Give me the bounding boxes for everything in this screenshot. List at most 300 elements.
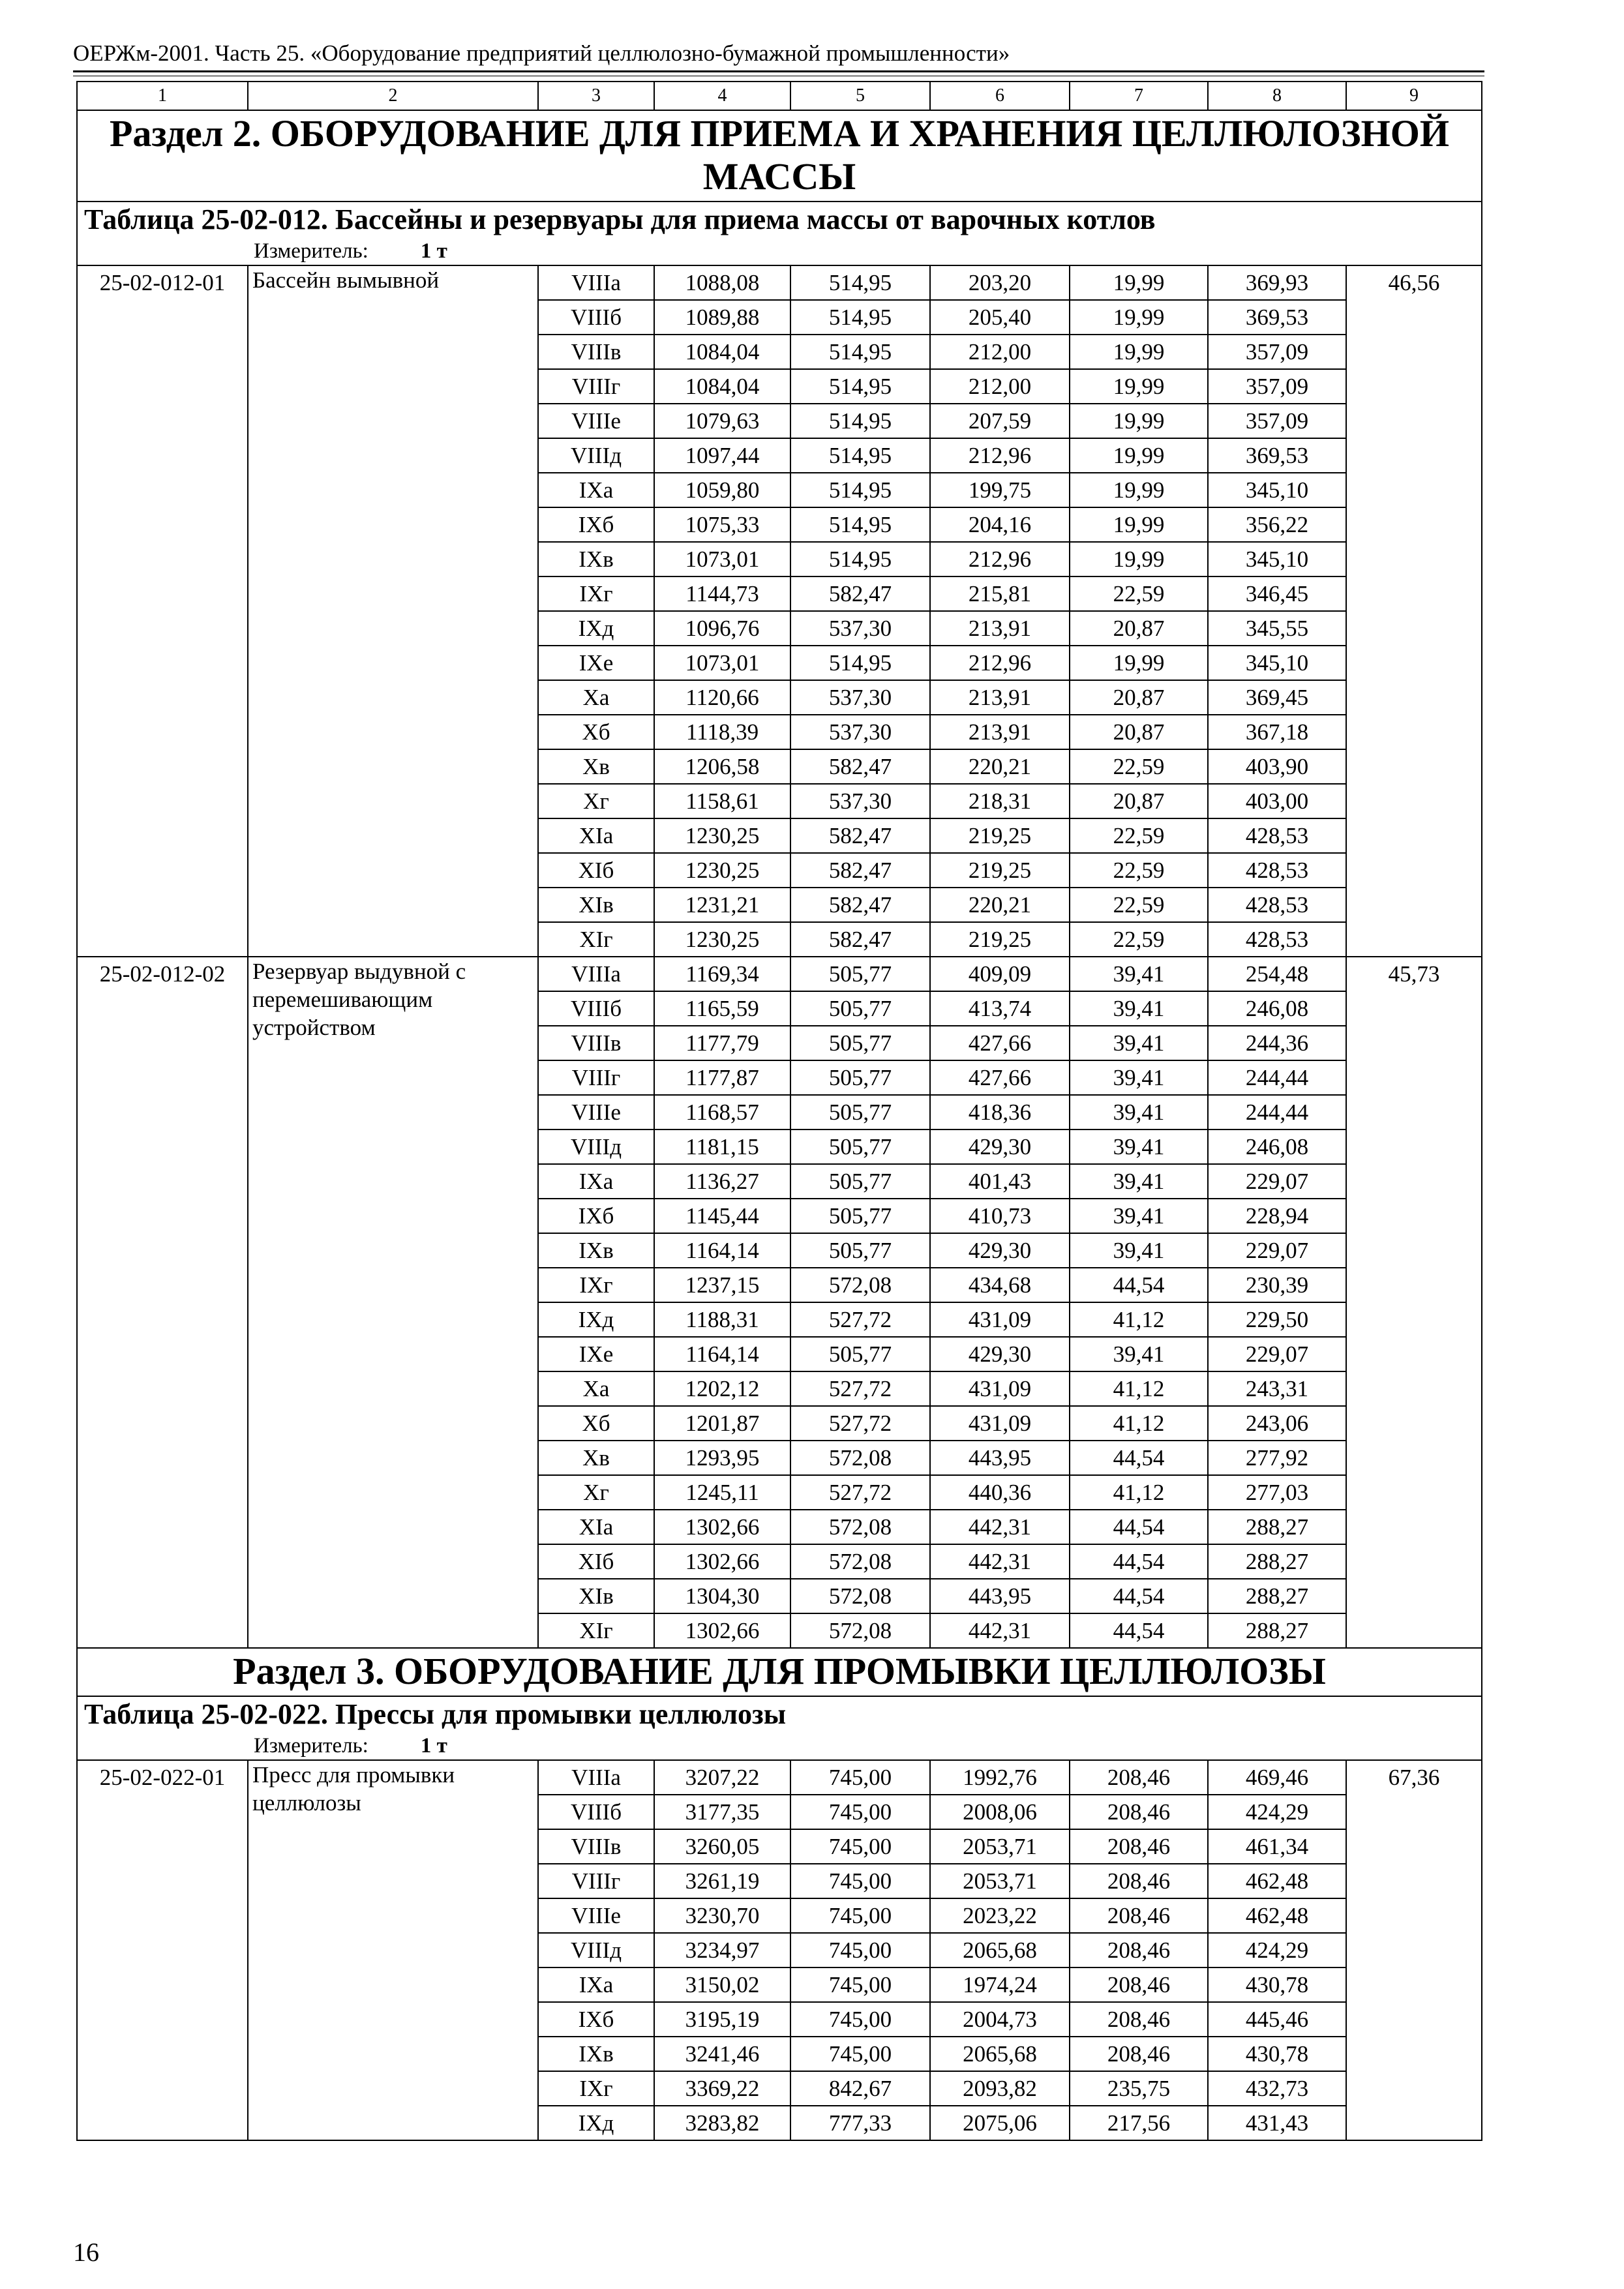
column-number: 6 xyxy=(930,82,1070,110)
value-cell: 1168,57 xyxy=(654,1095,790,1130)
value-cell: 505,77 xyxy=(790,1199,930,1233)
value-cell: 229,07 xyxy=(1208,1337,1346,1371)
value-cell: 215,81 xyxy=(930,576,1070,611)
column-number: 1 xyxy=(77,82,248,110)
value-cell: 41,12 xyxy=(1070,1475,1208,1510)
value-cell: 505,77 xyxy=(790,991,930,1026)
value-cell: 22,59 xyxy=(1070,818,1208,853)
value-cell: 3177,35 xyxy=(654,1795,790,1829)
value-cell: 537,30 xyxy=(790,611,930,646)
value-cell: 1974,24 xyxy=(930,1967,1070,2002)
value-cell: 3234,97 xyxy=(654,1933,790,1967)
value-cell: 572,08 xyxy=(790,1510,930,1544)
value-cell: 505,77 xyxy=(790,1026,930,1060)
value-cell: 208,46 xyxy=(1070,1829,1208,1864)
value-cell: 44,54 xyxy=(1070,1544,1208,1579)
value-cell: 442,31 xyxy=(930,1544,1070,1579)
region-cell: VIIIа xyxy=(538,265,654,300)
value-cell: 403,90 xyxy=(1208,749,1346,784)
value-cell: 356,22 xyxy=(1208,507,1346,542)
value-cell: 3260,05 xyxy=(654,1829,790,1864)
value-cell: 537,30 xyxy=(790,784,930,818)
value-cell: 205,40 xyxy=(930,300,1070,335)
value-cell: 1293,95 xyxy=(654,1441,790,1475)
value-cell: 203,20 xyxy=(930,265,1070,300)
value-cell: 537,30 xyxy=(790,715,930,749)
value-cell: 582,47 xyxy=(790,853,930,888)
region-cell: IXг xyxy=(538,576,654,611)
region-cell: VIIIб xyxy=(538,300,654,335)
column-numbers-row xyxy=(77,82,1482,110)
value-cell: 745,00 xyxy=(790,1898,930,1933)
value-cell: 39,41 xyxy=(1070,1130,1208,1164)
value-cell: 442,31 xyxy=(930,1510,1070,1544)
table-row xyxy=(77,957,1482,991)
value-cell: 1230,25 xyxy=(654,922,790,957)
table-title: Таблица 25-02-012. Бассейны и резервуары для приема массы от варочных котлов xyxy=(77,202,1482,237)
region-cell: Хг xyxy=(538,784,654,818)
column-number: 2 xyxy=(248,82,538,110)
value-cell: 288,27 xyxy=(1208,1544,1346,1579)
value-cell: 207,59 xyxy=(930,404,1070,438)
item-col9: 46,56 xyxy=(1346,265,1482,957)
value-cell: 243,06 xyxy=(1208,1406,1346,1441)
section-3-title: Раздел 3. ОБОРУДОВАНИЕ ДЛЯ ПРОМЫВКИ ЦЕЛЛЮЛОЗЫ xyxy=(77,1648,1482,1696)
value-cell: 39,41 xyxy=(1070,1026,1208,1060)
region-cell: XIб xyxy=(538,853,654,888)
value-cell: 1169,34 xyxy=(654,957,790,991)
value-cell: 1073,01 xyxy=(654,542,790,576)
value-cell: 2023,22 xyxy=(930,1898,1070,1933)
value-cell: 345,55 xyxy=(1208,611,1346,646)
value-cell: 745,00 xyxy=(790,1967,930,2002)
value-cell: 2004,73 xyxy=(930,2002,1070,2037)
value-cell: 1181,15 xyxy=(654,1130,790,1164)
value-cell: 428,53 xyxy=(1208,922,1346,957)
region-cell: IXа xyxy=(538,1967,654,2002)
value-cell: 41,12 xyxy=(1070,1406,1208,1441)
value-cell: 572,08 xyxy=(790,1613,930,1648)
value-cell: 230,39 xyxy=(1208,1268,1346,1302)
value-cell: 1302,66 xyxy=(654,1510,790,1544)
value-cell: 1188,31 xyxy=(654,1302,790,1337)
value-cell: 462,48 xyxy=(1208,1898,1346,1933)
value-cell: 432,73 xyxy=(1208,2071,1346,2106)
value-cell: 428,53 xyxy=(1208,818,1346,853)
column-number: 3 xyxy=(538,82,654,110)
region-cell: IXб xyxy=(538,1199,654,1233)
value-cell: 288,27 xyxy=(1208,1613,1346,1648)
value-cell: 208,46 xyxy=(1070,1760,1208,1795)
value-cell: 229,07 xyxy=(1208,1164,1346,1199)
value-cell: 582,47 xyxy=(790,922,930,957)
value-cell: 22,59 xyxy=(1070,576,1208,611)
value-cell: 3150,02 xyxy=(654,1967,790,2002)
region-cell: VIIIв xyxy=(538,335,654,369)
value-cell: 582,47 xyxy=(790,818,930,853)
value-cell: 1084,04 xyxy=(654,335,790,369)
header-rule xyxy=(73,70,1484,72)
value-cell: 1144,73 xyxy=(654,576,790,611)
value-cell: 39,41 xyxy=(1070,991,1208,1026)
region-cell: VIIIе xyxy=(538,404,654,438)
value-cell: 39,41 xyxy=(1070,1164,1208,1199)
value-cell: 514,95 xyxy=(790,507,930,542)
measure-unit: 1 т xyxy=(420,1734,447,1758)
region-cell: Хб xyxy=(538,715,654,749)
value-cell: 219,25 xyxy=(930,853,1070,888)
value-cell: 39,41 xyxy=(1070,1060,1208,1095)
value-cell: 1096,76 xyxy=(654,611,790,646)
value-cell: 505,77 xyxy=(790,1164,930,1199)
value-cell: 745,00 xyxy=(790,1795,930,1829)
value-cell: 1230,25 xyxy=(654,853,790,888)
region-cell: IXе xyxy=(538,1337,654,1371)
value-cell: 20,87 xyxy=(1070,784,1208,818)
value-cell: 424,29 xyxy=(1208,1795,1346,1829)
value-cell: 357,09 xyxy=(1208,369,1346,404)
value-cell: 39,41 xyxy=(1070,1233,1208,1268)
item-col9: 67,36 xyxy=(1346,1760,1482,2140)
value-cell: 410,73 xyxy=(930,1199,1070,1233)
column-number: 9 xyxy=(1346,82,1482,110)
measure-cell xyxy=(77,237,1482,265)
region-cell: XIа xyxy=(538,818,654,853)
region-cell: VIIIб xyxy=(538,1795,654,1829)
region-cell: XIб xyxy=(538,1544,654,1579)
region-cell: VIIIг xyxy=(538,1060,654,1095)
value-cell: 745,00 xyxy=(790,2037,930,2071)
value-cell: 1177,87 xyxy=(654,1060,790,1095)
value-cell: 208,46 xyxy=(1070,2037,1208,2071)
value-cell: 19,99 xyxy=(1070,507,1208,542)
value-cell: 19,99 xyxy=(1070,542,1208,576)
region-cell: XIа xyxy=(538,1510,654,1544)
value-cell: 208,46 xyxy=(1070,1864,1208,1898)
region-cell: IXв xyxy=(538,542,654,576)
value-cell: 572,08 xyxy=(790,1441,930,1475)
section-3-table-title-row xyxy=(77,1696,1482,1732)
value-cell: 218,31 xyxy=(930,784,1070,818)
value-cell: 213,91 xyxy=(930,611,1070,646)
region-cell: VIIIа xyxy=(538,1760,654,1795)
region-cell: Хг xyxy=(538,1475,654,1510)
value-cell: 745,00 xyxy=(790,1829,930,1864)
value-cell: 1136,27 xyxy=(654,1164,790,1199)
region-cell: XIв xyxy=(538,1579,654,1613)
value-cell: 1165,59 xyxy=(654,991,790,1026)
region-cell: VIIIе xyxy=(538,1095,654,1130)
value-cell: 527,72 xyxy=(790,1406,930,1441)
item-name: Резервуар выдувной с перемешивающим устройством xyxy=(248,957,538,1648)
value-cell: 514,95 xyxy=(790,404,930,438)
value-cell: 514,95 xyxy=(790,335,930,369)
value-cell: 582,47 xyxy=(790,888,930,922)
column-number: 8 xyxy=(1208,82,1346,110)
value-cell: 401,43 xyxy=(930,1164,1070,1199)
item-name: Бассейн вымывной xyxy=(248,265,538,957)
measure-label: Измеритель: xyxy=(254,1734,368,1758)
region-cell: XIг xyxy=(538,922,654,957)
value-cell: 430,78 xyxy=(1208,1967,1346,2002)
value-cell: 212,00 xyxy=(930,335,1070,369)
value-cell: 3261,19 xyxy=(654,1864,790,1898)
value-cell: 431,09 xyxy=(930,1371,1070,1406)
region-cell: IXг xyxy=(538,2071,654,2106)
value-cell: 427,66 xyxy=(930,1060,1070,1095)
value-cell: 440,36 xyxy=(930,1475,1070,1510)
value-cell: 505,77 xyxy=(790,1233,930,1268)
region-cell: IXд xyxy=(538,1302,654,1337)
value-cell: 246,08 xyxy=(1208,1130,1346,1164)
column-number: 4 xyxy=(654,82,790,110)
value-cell: 22,59 xyxy=(1070,749,1208,784)
value-cell: 842,67 xyxy=(790,2071,930,2106)
value-cell: 19,99 xyxy=(1070,300,1208,335)
region-cell: IXб xyxy=(538,507,654,542)
value-cell: 277,92 xyxy=(1208,1441,1346,1475)
value-cell: 22,59 xyxy=(1070,888,1208,922)
value-cell: 288,27 xyxy=(1208,1510,1346,1544)
region-cell: VIIIг xyxy=(538,369,654,404)
value-cell: 1304,30 xyxy=(654,1579,790,1613)
value-cell: 2053,71 xyxy=(930,1864,1070,1898)
page-number: 16 xyxy=(73,2237,99,2267)
value-cell: 3369,22 xyxy=(654,2071,790,2106)
value-cell: 462,48 xyxy=(1208,1864,1346,1898)
value-cell: 2075,06 xyxy=(930,2106,1070,2140)
value-cell: 357,09 xyxy=(1208,404,1346,438)
value-cell: 39,41 xyxy=(1070,1199,1208,1233)
value-cell: 431,09 xyxy=(930,1302,1070,1337)
region-cell: Ха xyxy=(538,680,654,715)
region-cell: IXд xyxy=(538,611,654,646)
value-cell: 228,94 xyxy=(1208,1199,1346,1233)
value-cell: 288,27 xyxy=(1208,1579,1346,1613)
value-cell: 44,54 xyxy=(1070,1613,1208,1648)
value-cell: 514,95 xyxy=(790,473,930,507)
value-cell: 409,09 xyxy=(930,957,1070,991)
value-cell: 244,44 xyxy=(1208,1095,1346,1130)
region-cell: Хб xyxy=(538,1406,654,1441)
value-cell: 430,78 xyxy=(1208,2037,1346,2071)
value-cell: 777,33 xyxy=(790,2106,930,2140)
value-cell: 19,99 xyxy=(1070,265,1208,300)
value-cell: 19,99 xyxy=(1070,369,1208,404)
value-cell: 1302,66 xyxy=(654,1613,790,1648)
value-cell: 429,30 xyxy=(930,1233,1070,1268)
value-cell: 44,54 xyxy=(1070,1268,1208,1302)
value-cell: 443,95 xyxy=(930,1579,1070,1613)
value-cell: 527,72 xyxy=(790,1302,930,1337)
value-cell: 745,00 xyxy=(790,2002,930,2037)
region-cell: VIIIд xyxy=(538,1933,654,1967)
region-cell: IXв xyxy=(538,2037,654,2071)
value-cell: 1201,87 xyxy=(654,1406,790,1441)
value-cell: 745,00 xyxy=(790,1864,930,1898)
table-body xyxy=(77,82,1482,2140)
measure-row xyxy=(77,1732,1482,1760)
region-cell: IXа xyxy=(538,473,654,507)
value-cell: 22,59 xyxy=(1070,922,1208,957)
value-cell: 505,77 xyxy=(790,1337,930,1371)
region-cell: XIв xyxy=(538,888,654,922)
value-cell: 229,07 xyxy=(1208,1233,1346,1268)
value-cell: 346,45 xyxy=(1208,576,1346,611)
value-cell: 2008,06 xyxy=(930,1795,1070,1829)
value-cell: 212,96 xyxy=(930,438,1070,473)
value-cell: 244,44 xyxy=(1208,1060,1346,1095)
value-cell: 434,68 xyxy=(930,1268,1070,1302)
value-cell: 505,77 xyxy=(790,1095,930,1130)
item-code: 25-02-022-01 xyxy=(77,1760,248,2140)
region-cell: Хв xyxy=(538,749,654,784)
value-cell: 229,50 xyxy=(1208,1302,1346,1337)
value-cell: 469,46 xyxy=(1208,1760,1346,1795)
value-cell: 19,99 xyxy=(1070,646,1208,680)
page-header: ОЕРЖм-2001. Часть 25. «Оборудование предприятий целлюлозно-бумажной промышленности» xyxy=(73,40,1010,66)
region-cell: IXб xyxy=(538,2002,654,2037)
item-col9: 45,73 xyxy=(1346,957,1482,1648)
value-cell: 1120,66 xyxy=(654,680,790,715)
value-cell: 1164,14 xyxy=(654,1233,790,1268)
value-cell: 514,95 xyxy=(790,369,930,404)
value-cell: 2093,82 xyxy=(930,2071,1070,2106)
region-cell: IXе xyxy=(538,646,654,680)
value-cell: 572,08 xyxy=(790,1544,930,1579)
rates-table xyxy=(76,81,1482,2141)
value-cell: 44,54 xyxy=(1070,1510,1208,1544)
value-cell: 1237,15 xyxy=(654,1268,790,1302)
value-cell: 1118,39 xyxy=(654,715,790,749)
value-cell: 505,77 xyxy=(790,957,930,991)
region-cell: IXд xyxy=(538,2106,654,2140)
value-cell: 199,75 xyxy=(930,473,1070,507)
value-cell: 505,77 xyxy=(790,1060,930,1095)
value-cell: 745,00 xyxy=(790,1760,930,1795)
value-cell: 572,08 xyxy=(790,1268,930,1302)
value-cell: 514,95 xyxy=(790,300,930,335)
section-3-title-row xyxy=(77,1648,1482,1696)
column-number: 5 xyxy=(790,82,930,110)
value-cell: 514,95 xyxy=(790,542,930,576)
value-cell: 217,56 xyxy=(1070,2106,1208,2140)
region-cell: IXа xyxy=(538,1164,654,1199)
value-cell: 424,29 xyxy=(1208,1933,1346,1967)
value-cell: 537,30 xyxy=(790,680,930,715)
value-cell: 1231,21 xyxy=(654,888,790,922)
section-2-title: Раздел 2. ОБОРУДОВАНИЕ ДЛЯ ПРИЕМА И ХРАНЕНИЯ ЦЕЛЛЮЛОЗНОЙ МАССЫ xyxy=(77,110,1482,202)
measure-unit: 1 т xyxy=(420,239,447,263)
value-cell: 582,47 xyxy=(790,749,930,784)
value-cell: 244,36 xyxy=(1208,1026,1346,1060)
value-cell: 20,87 xyxy=(1070,680,1208,715)
value-cell: 345,10 xyxy=(1208,646,1346,680)
table-row xyxy=(77,265,1482,300)
value-cell: 431,43 xyxy=(1208,2106,1346,2140)
region-cell: VIIIд xyxy=(538,438,654,473)
value-cell: 572,08 xyxy=(790,1579,930,1613)
value-cell: 208,46 xyxy=(1070,1967,1208,2002)
value-cell: 369,45 xyxy=(1208,680,1346,715)
table-title: Таблица 25-02-022. Прессы для промывки целлюлозы xyxy=(77,1696,1482,1732)
value-cell: 418,36 xyxy=(930,1095,1070,1130)
value-cell: 514,95 xyxy=(790,265,930,300)
value-cell: 505,77 xyxy=(790,1130,930,1164)
value-cell: 1230,25 xyxy=(654,818,790,853)
value-cell: 3241,46 xyxy=(654,2037,790,2071)
value-cell: 428,53 xyxy=(1208,888,1346,922)
value-cell: 527,72 xyxy=(790,1371,930,1406)
value-cell: 208,46 xyxy=(1070,2002,1208,2037)
value-cell: 39,41 xyxy=(1070,1095,1208,1130)
value-cell: 429,30 xyxy=(930,1130,1070,1164)
value-cell: 44,54 xyxy=(1070,1441,1208,1475)
value-cell: 357,09 xyxy=(1208,335,1346,369)
section-2-table-title-row xyxy=(77,202,1482,237)
value-cell: 443,95 xyxy=(930,1441,1070,1475)
value-cell: 208,46 xyxy=(1070,1933,1208,1967)
value-cell: 243,31 xyxy=(1208,1371,1346,1406)
value-cell: 1088,08 xyxy=(654,265,790,300)
region-cell: VIIIд xyxy=(538,1130,654,1164)
value-cell: 745,00 xyxy=(790,1933,930,1967)
value-cell: 403,00 xyxy=(1208,784,1346,818)
value-cell: 1245,11 xyxy=(654,1475,790,1510)
value-cell: 369,53 xyxy=(1208,300,1346,335)
region-cell: IXв xyxy=(538,1233,654,1268)
measure-cell xyxy=(77,1732,1482,1760)
value-cell: 1992,76 xyxy=(930,1760,1070,1795)
value-cell: 212,96 xyxy=(930,542,1070,576)
value-cell: 41,12 xyxy=(1070,1371,1208,1406)
value-cell: 1158,61 xyxy=(654,784,790,818)
value-cell: 1145,44 xyxy=(654,1199,790,1233)
value-cell: 582,47 xyxy=(790,576,930,611)
value-cell: 212,96 xyxy=(930,646,1070,680)
value-cell: 220,21 xyxy=(930,888,1070,922)
value-cell: 219,25 xyxy=(930,818,1070,853)
value-cell: 413,74 xyxy=(930,991,1070,1026)
value-cell: 369,53 xyxy=(1208,438,1346,473)
value-cell: 367,18 xyxy=(1208,715,1346,749)
value-cell: 213,91 xyxy=(930,715,1070,749)
measure-label: Измеритель: xyxy=(254,239,368,263)
value-cell: 345,10 xyxy=(1208,473,1346,507)
value-cell: 427,66 xyxy=(930,1026,1070,1060)
value-cell: 235,75 xyxy=(1070,2071,1208,2106)
value-cell: 429,30 xyxy=(930,1337,1070,1371)
value-cell: 204,16 xyxy=(930,507,1070,542)
value-cell: 277,03 xyxy=(1208,1475,1346,1510)
region-cell: IXг xyxy=(538,1268,654,1302)
section-2-title-row xyxy=(77,110,1482,202)
value-cell: 345,10 xyxy=(1208,542,1346,576)
value-cell: 254,48 xyxy=(1208,957,1346,991)
value-cell: 39,41 xyxy=(1070,957,1208,991)
value-cell: 1079,63 xyxy=(654,404,790,438)
region-cell: VIIIв xyxy=(538,1026,654,1060)
item-code: 25-02-012-01 xyxy=(77,265,248,957)
value-cell: 41,12 xyxy=(1070,1302,1208,1337)
value-cell: 1097,44 xyxy=(654,438,790,473)
value-cell: 1059,80 xyxy=(654,473,790,507)
region-cell: XIг xyxy=(538,1613,654,1648)
value-cell: 1202,12 xyxy=(654,1371,790,1406)
value-cell: 1084,04 xyxy=(654,369,790,404)
value-cell: 1302,66 xyxy=(654,1544,790,1579)
region-cell: VIIIе xyxy=(538,1898,654,1933)
